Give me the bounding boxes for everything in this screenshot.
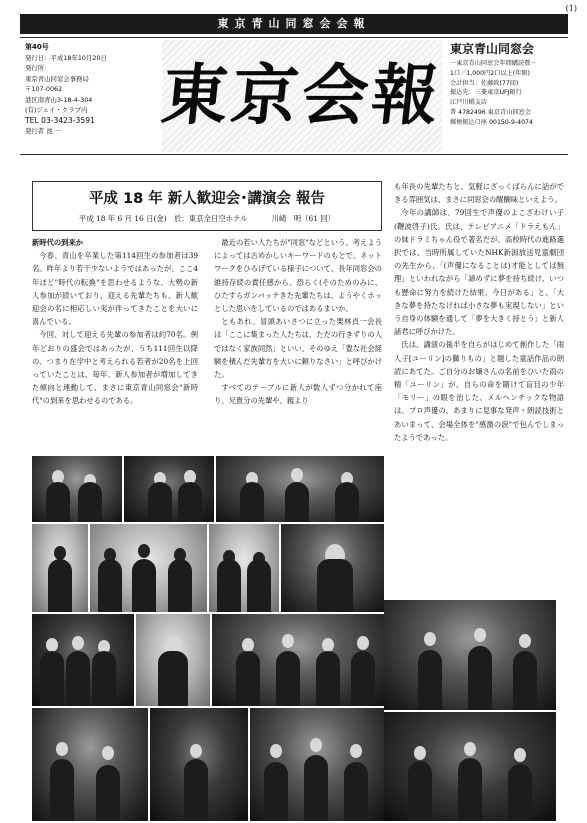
event-photo xyxy=(32,614,134,706)
event-photo xyxy=(150,708,248,821)
issue-number: 第40号 xyxy=(25,43,49,51)
subscription-info xyxy=(450,40,568,128)
event-photo xyxy=(209,524,279,612)
paragraph: も年長の先輩たちと、気軽にざっくばらんに話ができる雰囲気は、まさに同窓会の醍醐味といえよう。 xyxy=(394,182,564,205)
section-subhead: 新時代の到来か xyxy=(32,238,84,247)
paragraph: 今春、青山を卒業した第114回生の参加者は39名。昨年より若干少ないようではあったが、ここ4年ほど"時代の転換"を思わせるような、大勢の新人参加が続いており、迎える先輩たちも、新人歓迎会の名に相応しい実が伴ってきたことを大いに喜んでいる。 xyxy=(32,251,198,327)
article-column-3 xyxy=(394,180,564,444)
subscription-fee: 1口／1,000円2口以上(年額) xyxy=(450,69,530,77)
article-column-2 xyxy=(214,236,382,408)
treasurer: 会計担当：佐藤政(77回) xyxy=(450,79,519,87)
postal-account: 郵便振込口座 00150-9-4074 xyxy=(450,118,533,126)
page-number: (1) xyxy=(565,4,577,13)
paragraph: 最近の若い人たちが"同窓"などという、考えようによっては古めかしいキーワードのもとで、ネットワークをひろげている様子について、長年同窓会の維持存続の責任感から、恐らく(そのためのみに、ひたすらガンバッテきた先輩たちは、ようやくホッとした思いをしているのではあるまいか。 xyxy=(214,238,382,314)
event-photo xyxy=(136,614,210,706)
article-headline-box xyxy=(32,181,382,231)
paragraph: 今回、対して迎える先輩の参加者は約70名。例年どおりの盛会ではあったが、うち111回生以降の、つまり在学中と考えられる若者が20名を上回っていたことは、毎年、新人参加者が増加してきた傾向と連動して、まさに東京青山同窓会"新時代"の到来を思わせるのである。 xyxy=(32,330,198,406)
event-photo xyxy=(32,708,148,821)
telephone: TEL 03-3423-3591 xyxy=(25,115,95,125)
paragraph: ともあれ、冒頭あいさつに立った栗林貞一会長は「ここに集まった人たちは、ただの行きずりの人ではなく家族同然」といい、そのゆえ「豊な社会経験を積んだ先輩方を大いに頼りなさい」と呼びかけた。 xyxy=(214,317,382,380)
event-photo xyxy=(124,456,214,522)
event-photo xyxy=(250,708,384,821)
photo-collage xyxy=(32,456,384,821)
event-photo xyxy=(281,524,384,612)
event-photo xyxy=(32,456,122,522)
subscription-title: －東京青山同窓会年間購読費－ xyxy=(450,60,537,67)
organization-name: 東京青山同窓会 xyxy=(450,42,535,56)
logo-text: 東京会報 xyxy=(157,56,447,134)
article-headline: 平成 18 年 新人歓迎会･講演会 報告 xyxy=(88,191,326,207)
editor: 発行者 池 一 xyxy=(25,127,62,135)
newsletter-banner: 東京青山同窓会会報 xyxy=(20,14,568,34)
paragraph: すべてのテーブルに新人が数人ずつ分かれて座り、兄貴分の先輩や、親より xyxy=(214,383,382,406)
event-photo xyxy=(32,524,88,612)
article-author: 川崎 明（61 回） xyxy=(271,214,336,223)
event-photo xyxy=(216,456,384,522)
paragraph: 今年の講師は、79回生で声優のよこざわけい子(鞭波啓子)氏。氏は、テレビアニメ「ドラえもん」の妹ドラミちゃん役で著名だが、高校時代の進路選択では、当時所属していたNHK新潟放送児童劇団の先生から、「(声優になることは)才能としては無理」といわれながら「諦めずに夢を持ち続け、いつも懸命に努力を続けた結果、今日がある」と、「大きな夢を持たなければ小さな夢も実現しない」という自身の体験を通して「夢を大きく持とう」と新人諸君に呼びかけた。 xyxy=(394,208,564,337)
publication-info xyxy=(25,42,160,137)
bank-account: 普 4782496 東京青山同窓会 xyxy=(450,108,531,116)
bank-branch: 江戸川橋支店 xyxy=(450,99,488,107)
photo-collage-right xyxy=(384,600,556,821)
masthead xyxy=(20,37,568,155)
postal-code: 〒107-0062 xyxy=(25,85,63,93)
address: 港区南青山3-18-4-304 xyxy=(25,95,93,104)
event-photo xyxy=(384,600,556,710)
bank-name: 振込先：三菱東京UFJ銀行 xyxy=(450,89,522,97)
office-name: 東京青山同窓会事務局 xyxy=(25,74,89,83)
paragraph: 氏は、講演の後半を自らがはじめて創作した「雨人子[ユーリン]の獅りもの」と題した童話作品の朗読にあてた。ご自分のお嬢さんの名前をひいた雨の精「ユーリン」が、自らの命を賭けて盲目の少年「モリー」の眼を治した、メルヘンチックな物語は、プロ声優の、あまりに見事な発声・朗読技術とあいまって、会場全体を"感激の涙"で包んでしまったようであった。 xyxy=(394,340,564,442)
event-photo xyxy=(90,524,207,612)
event-photo xyxy=(384,712,556,821)
newsletter-logo xyxy=(157,40,447,152)
article-subline xyxy=(33,213,381,224)
article-column-1 xyxy=(32,236,198,408)
event-date-venue: 平成 18 年 6 月 16 日(金) 於：東京全日空ホテル xyxy=(78,214,248,223)
publish-date: 発行日：平成18年10月20日 xyxy=(25,53,107,62)
publisher-label: 発行所： xyxy=(25,64,51,72)
event-photo xyxy=(212,614,384,706)
company: (有)ジェイ・クラブ内 xyxy=(25,106,88,114)
